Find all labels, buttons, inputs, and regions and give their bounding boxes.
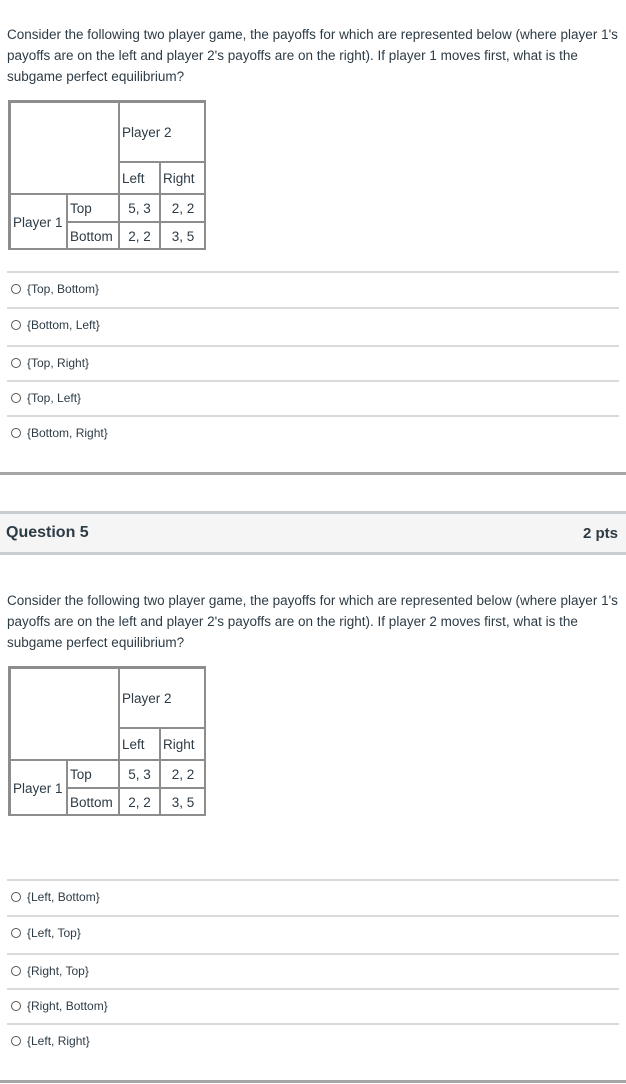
- answer-option[interactable]: [7, 307, 619, 341]
- answer-label: {Bottom, Right}: [27, 426, 108, 440]
- radio-button[interactable]: [11, 1036, 21, 1046]
- answer-label: {Top, Left}: [27, 391, 82, 405]
- empty-corner-cell: [10, 668, 119, 760]
- answer-label: {Top, Right}: [27, 356, 90, 370]
- player-1-header: Player 1: [10, 760, 67, 816]
- row-bottom-header: Bottom: [67, 222, 119, 250]
- question-5-header: [0, 511, 626, 555]
- payoff-bottom-right: 3, 5: [160, 788, 206, 816]
- payoff-top-left: 5, 3: [119, 760, 160, 788]
- payoff-bottom-left: 2, 2: [119, 788, 160, 816]
- player-2-header: Player 2: [119, 102, 206, 162]
- answer-option[interactable]: [7, 953, 619, 987]
- question-4-payoff-table: [8, 100, 206, 250]
- empty-corner-cell: [10, 102, 119, 194]
- question-title: Question 5: [6, 524, 89, 541]
- answer-option[interactable]: [7, 345, 619, 379]
- answer-label: {Bottom, Left}: [27, 318, 100, 332]
- payoff-top-left: 5, 3: [119, 194, 160, 222]
- row-top-header: Top: [67, 760, 119, 788]
- player-1-header: Player 1: [10, 194, 67, 250]
- question-5-payoff-table: [8, 666, 206, 816]
- answer-option[interactable]: [7, 915, 619, 949]
- answer-label: {Left, Right}: [27, 1034, 90, 1048]
- question-points: 2 pts: [582, 525, 618, 542]
- question-divider: [0, 1080, 626, 1083]
- radio-button[interactable]: [11, 892, 21, 902]
- answer-option[interactable]: [7, 415, 619, 449]
- row-top-header: Top: [67, 194, 119, 222]
- question-5-text: Consider the following two player game, the payoffs for which are represented below (where player 1's payoffs are on the left and player 2's payoffs are on the right). If player 2 moves first, what is the subgame perfect equilibrium?: [7, 593, 618, 650]
- answer-label: {Left, Bottom}: [27, 890, 100, 904]
- answer-option[interactable]: [7, 1023, 619, 1057]
- question-divider: [0, 472, 626, 475]
- radio-button[interactable]: [11, 428, 21, 438]
- payoff-top-right: 2, 2: [160, 760, 206, 788]
- payoff-bottom-right: 3, 5: [160, 222, 206, 250]
- answer-option[interactable]: [7, 879, 619, 913]
- answer-option[interactable]: [7, 271, 619, 305]
- col-right-header: Right: [160, 728, 206, 760]
- radio-button[interactable]: [11, 358, 21, 368]
- radio-button[interactable]: [11, 320, 21, 330]
- answer-label: {Top, Bottom}: [27, 282, 100, 296]
- payoff-bottom-left: 2, 2: [119, 222, 160, 250]
- radio-button[interactable]: [11, 1001, 21, 1011]
- answer-option[interactable]: [7, 988, 619, 1022]
- col-left-header: Left: [119, 162, 160, 194]
- player-2-header: Player 2: [119, 668, 206, 728]
- radio-button[interactable]: [11, 966, 21, 976]
- question-4-text: Consider the following two player game, the payoffs for which are represented below (where player 1's payoffs are on the left and player 2's payoffs are on the right). If player 1 moves first, what is the subgame perfect equilibrium?: [7, 27, 618, 84]
- radio-button[interactable]: [11, 393, 21, 403]
- radio-button[interactable]: [11, 284, 21, 294]
- answer-option[interactable]: [7, 380, 619, 414]
- col-right-header: Right: [160, 162, 206, 194]
- answer-label: {Right, Top}: [27, 964, 89, 978]
- payoff-top-right: 2, 2: [160, 194, 206, 222]
- radio-button[interactable]: [11, 928, 21, 938]
- col-left-header: Left: [119, 728, 160, 760]
- row-bottom-header: Bottom: [67, 788, 119, 816]
- answer-label: {Right, Bottom}: [27, 999, 108, 1013]
- answer-label: {Left, Top}: [27, 926, 81, 940]
